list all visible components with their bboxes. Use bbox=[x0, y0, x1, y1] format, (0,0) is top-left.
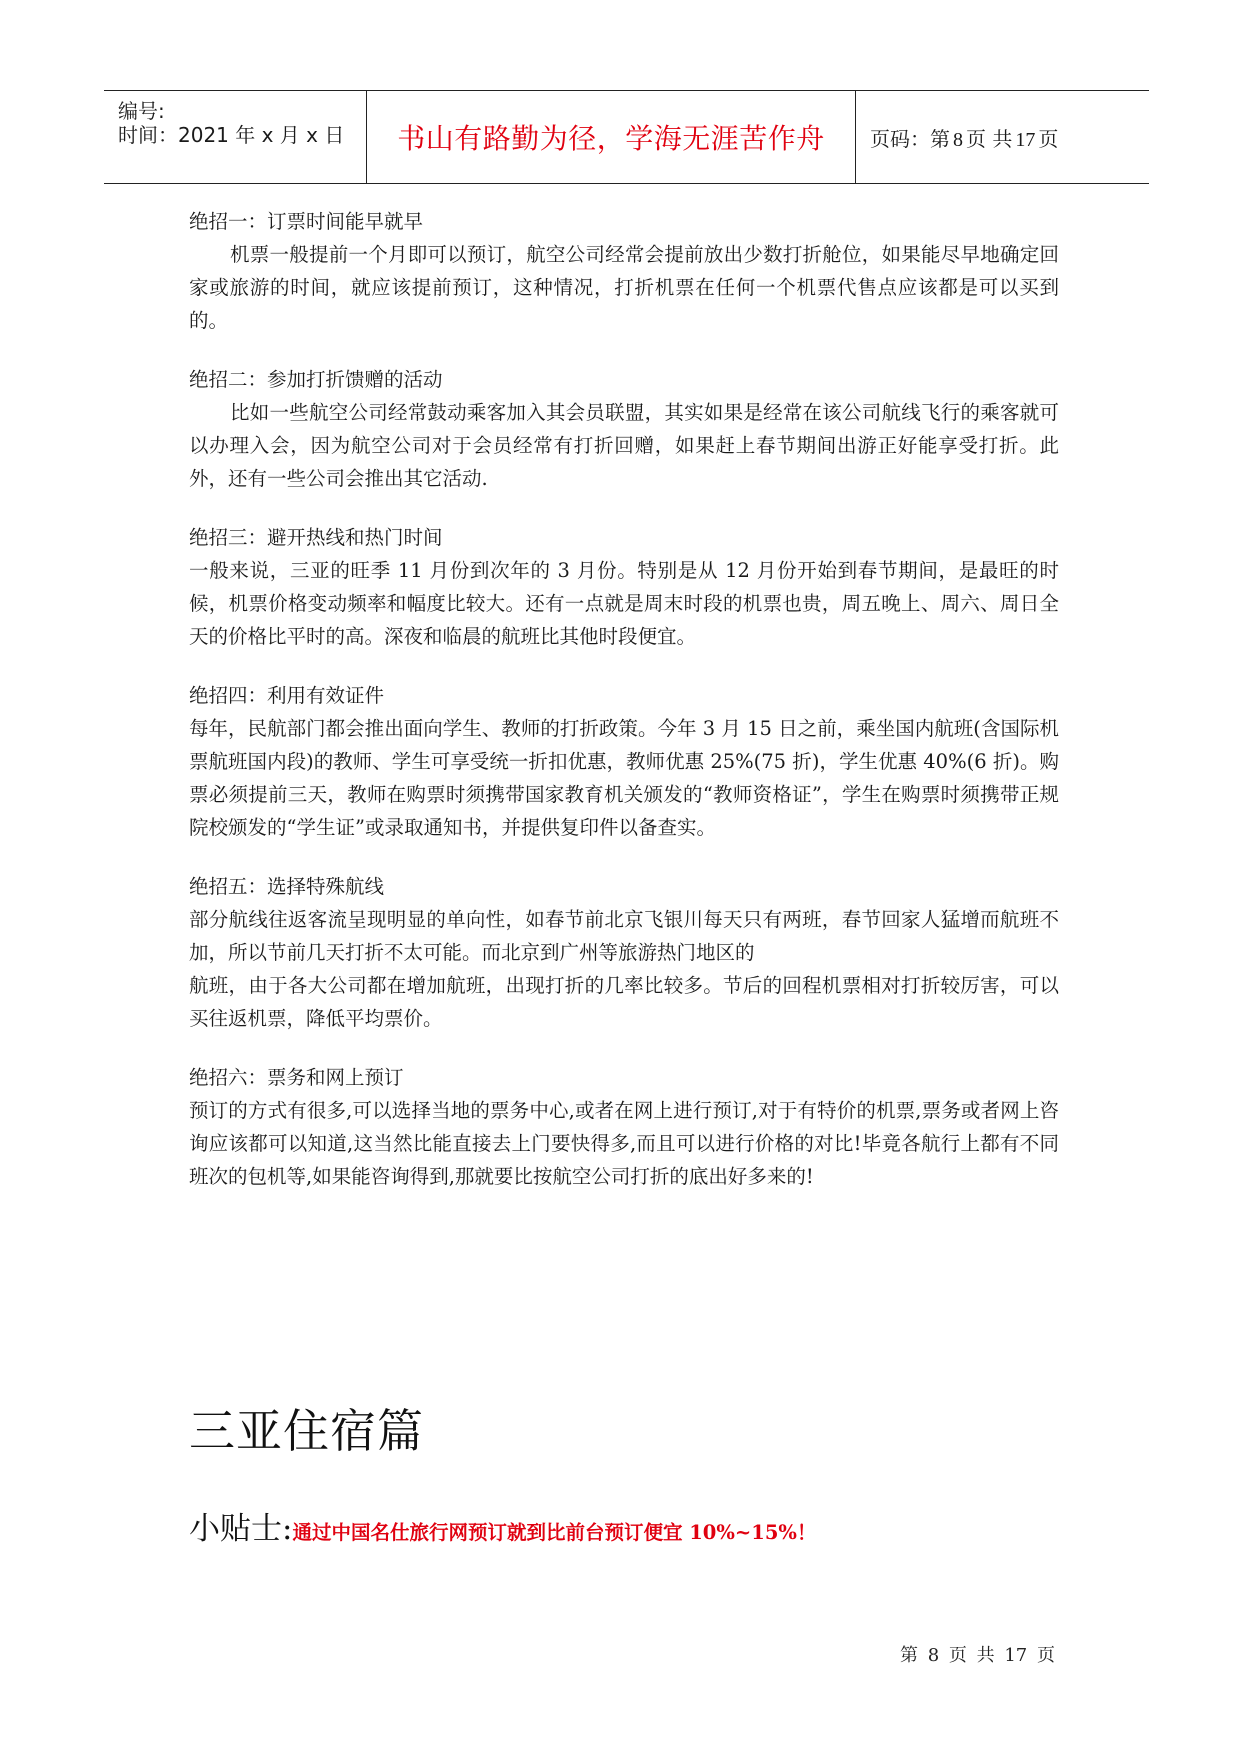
tip-section-6 bbox=[189, 1061, 1059, 1193]
page-mid: 页 共 bbox=[966, 126, 1013, 151]
section-paragraph: 机票一般提前一个月即可以预订，航空公司经常会提前放出少数打折舱位，如果能尽早地确定回家或旅游的时间，就应该提前预订，这种情况，打折机票在任何一个机票代售点应该都是可以买到的。 bbox=[189, 243, 1059, 332]
tip-section-1 bbox=[189, 205, 1059, 337]
tip-section-3 bbox=[189, 521, 1059, 653]
document-body bbox=[189, 205, 1059, 1219]
document-number-label: 编号: bbox=[118, 99, 165, 123]
header-motto-cell bbox=[367, 91, 856, 183]
page-prefix: 页码：第 bbox=[870, 126, 950, 151]
section-paragraph: 预订的方式有很多,可以选择当地的票务中心,或者在网上进行预订,对于有特价的机票,票务或者网上咨询应该都可以知道,这当然比能直接去上门要快得多,而且可以进行价格的对比!毕竟各航行上都有不同班次的包机等,如果能咨询得到,那就要比按航空公司打折的底出好多来的! bbox=[189, 1099, 1059, 1188]
tip-text: 通过中国名仕旅行网预订就到比前台预订便宜 10%~15%！ bbox=[292, 1521, 817, 1544]
section-paragraph: 部分航线往返客流呈现明显的单向性，如春节前北京飞银川每天只有两班，春节回家人猛增而航班不加，所以节前几天打折不太可能。而北京到广州等旅游热门地区的 bbox=[189, 908, 1059, 964]
tip-label: 小贴士: bbox=[189, 1511, 293, 1547]
tip-line bbox=[189, 1503, 816, 1548]
section-paragraph: 航班，由于各大公司都在增加航班，出现打折的几率比较多。节后的回程机票相对打折较厉害，可以买往返机票，降低平均票价。 bbox=[189, 974, 1059, 1030]
section-title: 绝招五：选择特殊航线 bbox=[189, 875, 385, 898]
tip-section-2 bbox=[189, 363, 1059, 495]
page-suffix: 页 bbox=[1038, 126, 1059, 151]
page-footer: 第 8 页 共 17 页 bbox=[900, 1645, 1055, 1666]
section-paragraph: 每年，民航部门都会推出面向学生、教师的打折政策。今年 3 月 15 日之前，乘坐国内航班(含国际机票航班国内段)的教师、学生可享受统一折扣优惠，教师优惠 25%(75 折)，学生优惠 40%(6 折)。购票必须提前三天，教师在购票时须携带国家教育机关颁发的“教师资格证”，学生在购票时须携带正规院校颁发的“学生证”或录取通知书，并提供复印件以备查实。 bbox=[189, 717, 1059, 839]
section-paragraph: 比如一些航空公司经常鼓动乘客加入其会员联盟，其实如果是经常在该公司航线飞行的乘客就可以办理入会，因为航空公司对于会员经常有打折回赠，如果赶上春节期间出游正好能享受打折。此外，还有一些公司会推出其它活动. bbox=[189, 401, 1059, 490]
header-page-info bbox=[870, 123, 1058, 152]
section-title: 绝招四：利用有效证件 bbox=[189, 684, 385, 707]
section-paragraph: 一般来说，三亚的旺季 11 月份到次年的 3 月份。特别是从 12 月份开始到春节期间，是最旺的时候，机票价格变动频率和幅度比较大。还有一点就是周末时段的机票也贵，周五晚上、周六、周日全天的价格比平时的高。深夜和临晨的航班比其他时段便宜。 bbox=[189, 559, 1059, 648]
tip-section-5 bbox=[189, 870, 1059, 1035]
page-current: 8 bbox=[953, 128, 963, 151]
header-page-cell bbox=[856, 91, 1149, 183]
document-time-label: 时间：2021 年 x 月 x 日 bbox=[118, 123, 345, 147]
section-title: 绝招一：订票时间能早就早 bbox=[189, 210, 424, 233]
accommodation-heading: 三亚住宿篇 bbox=[189, 1404, 424, 1458]
section-title: 绝招六：票务和网上预订 bbox=[189, 1066, 404, 1089]
section-title: 绝招二：参加打折馈赠的活动 bbox=[189, 368, 443, 391]
section-title: 绝招三：避开热线和热门时间 bbox=[189, 526, 443, 549]
header-motto: 书山有路勤为径，学海无涯苦作舟 bbox=[397, 122, 825, 155]
page-total: 17 bbox=[1015, 128, 1036, 151]
header-meta-cell bbox=[104, 91, 367, 183]
tip-section-4 bbox=[189, 679, 1059, 844]
document-header bbox=[104, 90, 1149, 184]
